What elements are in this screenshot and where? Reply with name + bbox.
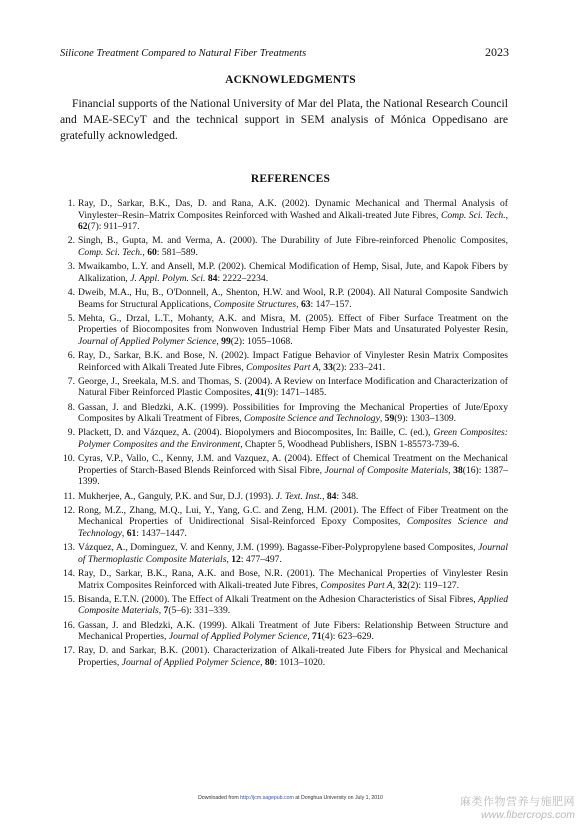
reference-pages: : 348.: [336, 490, 359, 502]
reference-number: 2.: [67, 235, 75, 247]
reference-number: 15.: [63, 593, 75, 605]
reference-item: [60, 542, 508, 565]
reference-item: [60, 313, 508, 348]
reference-separator: ,: [216, 335, 222, 347]
reference-journal: Composites Part A: [246, 361, 319, 373]
acknowledgments-heading: ACKNOWLEDGMENTS: [225, 74, 356, 86]
reference-journal: Journal of Applied Polymer Science: [78, 335, 217, 347]
reference-pages: (9): 1303–1309.: [394, 413, 457, 425]
reference-journal: Comp. Sci. Tech.: [78, 246, 143, 258]
reference-journal: Journal of Applied Polymer Science: [168, 631, 308, 643]
reference-number: 7.: [67, 375, 75, 387]
reference-number: 9.: [67, 427, 75, 439]
reference-item: [60, 645, 508, 668]
reference-number: 10.: [63, 453, 75, 465]
reference-separator: ,: [322, 490, 327, 502]
reference-item: [60, 402, 508, 425]
reference-number: 4.: [67, 286, 75, 298]
reference-volume: 32: [397, 579, 408, 591]
reference-item: [60, 235, 508, 258]
running-head: [60, 45, 509, 60]
reference-separator: ,: [142, 246, 148, 258]
reference-text: Bisanda, E.T.N. (2000). The Effect of Alkali Treatment on the Adhesion Characteristics of Sisal Fibres,: [78, 593, 479, 605]
reference-volume: 99: [221, 335, 231, 347]
reference-journal: Composites Science and Technology: [78, 516, 508, 539]
reference-separator: ,: [260, 656, 265, 668]
reference-text: Plackett, D. and Vázquez, A. (2004). Biopolymers and Biocomposites, In: Baille, C. (ed.),: [78, 427, 434, 439]
acknowledgments-text: Financial supports of the National University of Mar del Plata, the National Research Council and MAE-SECyT and the technical support in SEM analysis of Mónica Oppedisano are gratefully acknowledged.: [60, 97, 508, 142]
reference-text: Vázquez, A., Dominguez, V. and Kenny, J.M. (1999). Bagasse-Fiber-Polypropylene based Composites,: [78, 542, 479, 554]
reference-journal: Applied Composite Materials: [78, 593, 508, 617]
watermark: [460, 793, 575, 821]
reference-number: 12.: [63, 504, 75, 516]
reference-volume: 33: [323, 361, 333, 373]
reference-journal: Green Composites: Polymer Composites and the Environment: [78, 427, 508, 451]
page-number: 2023: [485, 45, 509, 59]
references-list: [60, 198, 508, 671]
reference-number: 11.: [63, 490, 75, 502]
reference-separator: ,: [318, 361, 324, 373]
reference-separator: ,: [448, 464, 454, 476]
reference-item: [60, 568, 508, 591]
reference-number: 13.: [63, 542, 75, 554]
reference-text: Ray, D., Sarkar, B.K., Das, D. and Rana, A.K. (2002). Dynamic Mechanical and Thermal Analysis of Vinylester–Resin–Matrix Composites Reinforced with Washed and Alkali-treated Jute Fibres,: [78, 198, 508, 221]
reference-number: 17.: [63, 645, 75, 657]
reference-number: 3.: [67, 261, 75, 273]
running-head-title: Silicone Treatment Compared to Natural Fiber Treatments: [60, 48, 307, 59]
reference-text: Gassan, J. and Bledzki, A.K. (1999). Possibilities for Improving the Mechanical Properties of Jute/Epoxy Composites by Alkali Treatment of Fibres,: [78, 401, 508, 425]
reference-pages: (7): 911–917.: [87, 221, 140, 233]
reference-text: Ray, D. and Sarkar, B.K. (2001). Characterization of Alkali-treated Jute Fibers for Physical and Mechanical Properties,: [78, 645, 508, 668]
reference-item: [60, 491, 508, 503]
reference-text: Mukherjee, A., Ganguly, P.K. and Sur, D.J. (1993).: [78, 490, 276, 502]
reference-item: [60, 427, 508, 450]
reference-volume: 62: [78, 221, 88, 233]
reference-number: 6.: [67, 350, 75, 362]
reference-pages: : 1013–1020.: [274, 656, 326, 668]
reference-volume: 41: [254, 387, 265, 399]
reference-separator: ,: [121, 527, 127, 539]
reference-journal: Composite Structures: [213, 298, 297, 310]
reference-journal: J. Appl. Polym. Sci.: [130, 272, 206, 284]
reference-pages: (2): 1055–1068.: [230, 335, 293, 347]
reference-volume: 12: [231, 553, 241, 565]
reference-number: 5.: [67, 312, 75, 324]
reference-text: Ray, D., Sarkar, B.K., Rana, A.K. and Bose, N.R. (2001). The Mechanical Properties of Vinylester Resin Matrix Composites Reinforced with Alkali-treated Jute Fibres,: [78, 567, 508, 591]
reference-separator: ,: [392, 579, 398, 591]
reference-pages: : 477–497.: [240, 553, 282, 565]
reference-item: [60, 453, 508, 488]
reference-number: 16.: [63, 619, 75, 631]
reference-journal: Journal of Composite Materials: [324, 464, 449, 476]
reference-text: Singh, B., Gupta, M. and Verma, A. (2000). The Durability of Jute Fibre-reinforced Phenolic Composites,: [78, 235, 508, 247]
reference-item: [60, 505, 508, 540]
reference-separator: ,: [379, 413, 385, 425]
reference-pages: (9): 1471–1485.: [264, 387, 327, 399]
reference-item: [60, 198, 508, 233]
reference-item: [60, 594, 508, 617]
reference-pages: : 1437–1447.: [136, 527, 187, 539]
reference-separator: ,: [296, 298, 301, 310]
reference-volume: 71: [312, 631, 322, 643]
watermark-url: www.fibercrops.com: [481, 809, 575, 821]
footer-suffix: at Donghua University on July 1, 2010: [293, 795, 383, 801]
reference-number: 8.: [67, 401, 75, 413]
reference-pages: (5–6): 331–339.: [168, 605, 231, 617]
reference-text: Mwaikambo, L.Y. and Ansell, M.P. (2002). Chemical Modification of Hemp, Sisal, Jute, and Kapok Fibers by Alkalization,: [78, 261, 508, 284]
footer-prefix: Downloaded from: [198, 795, 241, 801]
reference-journal: Journal of Applied Polymer Science: [121, 656, 261, 668]
reference-volume: 60: [147, 246, 157, 258]
reference-separator: ,: [505, 209, 508, 221]
reference-volume: 84: [207, 272, 218, 284]
reference-pages: (16): 1387–1399.: [78, 464, 508, 488]
reference-volume: 59: [384, 413, 395, 425]
reference-journal: Journal of Thermoplastic Composite Materials: [78, 542, 508, 565]
reference-separator: ,: [226, 553, 232, 565]
watermark-chinese: 麻类作物营养与施肥网: [460, 796, 575, 808]
reference-volume: 63: [300, 298, 311, 310]
reference-item: [60, 287, 508, 310]
reference-pages: (2): 119–127.: [407, 579, 460, 591]
reference-journal: Composites Part A: [320, 579, 393, 591]
reference-text: Gassan, J. and Bledzki, A.K. (1999). Alkali Treatment of Jute Fibers: Relationship Between Structure and Mechanical Properties,: [78, 619, 508, 643]
reference-text: Ray, D., Sarkar, B.K. and Bose, N. (2002). Impact Fatigue Behavior of Vinylester Resin Matrix Composites Reinforced with Alkali Treated Jute Fibres,: [78, 350, 508, 373]
reference-text: Rong, M.Z., Zhang, M.Q., Lui, Y., Yang, G.C. and Zeng, H.M. (2001). The Effect of Fiber Treatment on the Mechanical Properties of Unidirectional Sisal-Reinforced Epoxy Composites,: [78, 504, 508, 528]
reference-pages: : 581–589.: [156, 246, 198, 258]
reference-separator: ,: [307, 631, 313, 643]
reference-pages: : 147–157.: [310, 298, 352, 310]
references-heading: REFERENCES: [250, 173, 331, 185]
reference-volume: 38: [453, 464, 463, 476]
reference-item: [60, 376, 508, 399]
reference-pages: (2): 233–241.: [332, 361, 386, 373]
reference-item: [60, 620, 508, 643]
reference-item: [60, 350, 508, 373]
reference-pages: , Chapter 5, Woodhead Publishers, ISBN 1-85573-739-6.: [240, 439, 460, 451]
reference-journal: J. Text. Inst.: [275, 490, 323, 502]
reference-number: 14.: [63, 567, 75, 579]
footer-link[interactable]: http://jcm.sagepub.com: [240, 795, 294, 801]
reference-text: Mehta, G., Drzal, L.T., Mohanty, A.K. and Misra, M. (2005). Effect of Fiber Surface Treatment on the Properties of Biocomposites from Nonwoven Industrial Hemp Fiber Mats and Unsaturated Polyester Resin,: [78, 312, 508, 336]
reference-journal: Composite Science and Technology: [244, 413, 380, 425]
reference-journal: Comp. Sci. Tech.: [440, 209, 506, 221]
reference-volume: 84: [326, 490, 337, 502]
reference-pages: (4): 623–629.: [321, 631, 374, 643]
reference-text: George, J., Sreekala, M.S. and Thomas, S. (2004). A Review on Interface Modification and Characterization of Natural Fiber Reinforced Plastic Composites,: [78, 375, 508, 399]
reference-volume: 80: [264, 656, 275, 668]
reference-volume: 7: [163, 605, 169, 617]
reference-number: 1.: [67, 198, 75, 209]
reference-text: Dweib, M.A., Hu, B., O'Donnell, A., Shenton, H.W. and Wool, R.P. (2004). All Natural Composite Sandwich Beams for Structural Applications,: [78, 286, 508, 310]
reference-volume: 61: [126, 527, 137, 539]
reference-text: Cyras, V.P., Vallo, C., Kenny, J.M. and Vazquez, A. (2004). Effect of Chemical Treatment on the Mechanical Properties of Starch-Based Blends Reinforced with Sisal Fibre,: [78, 453, 508, 476]
reference-pages: : 2222–2234.: [217, 272, 269, 284]
reference-separator: ,: [158, 605, 164, 617]
reference-item: [60, 261, 508, 284]
